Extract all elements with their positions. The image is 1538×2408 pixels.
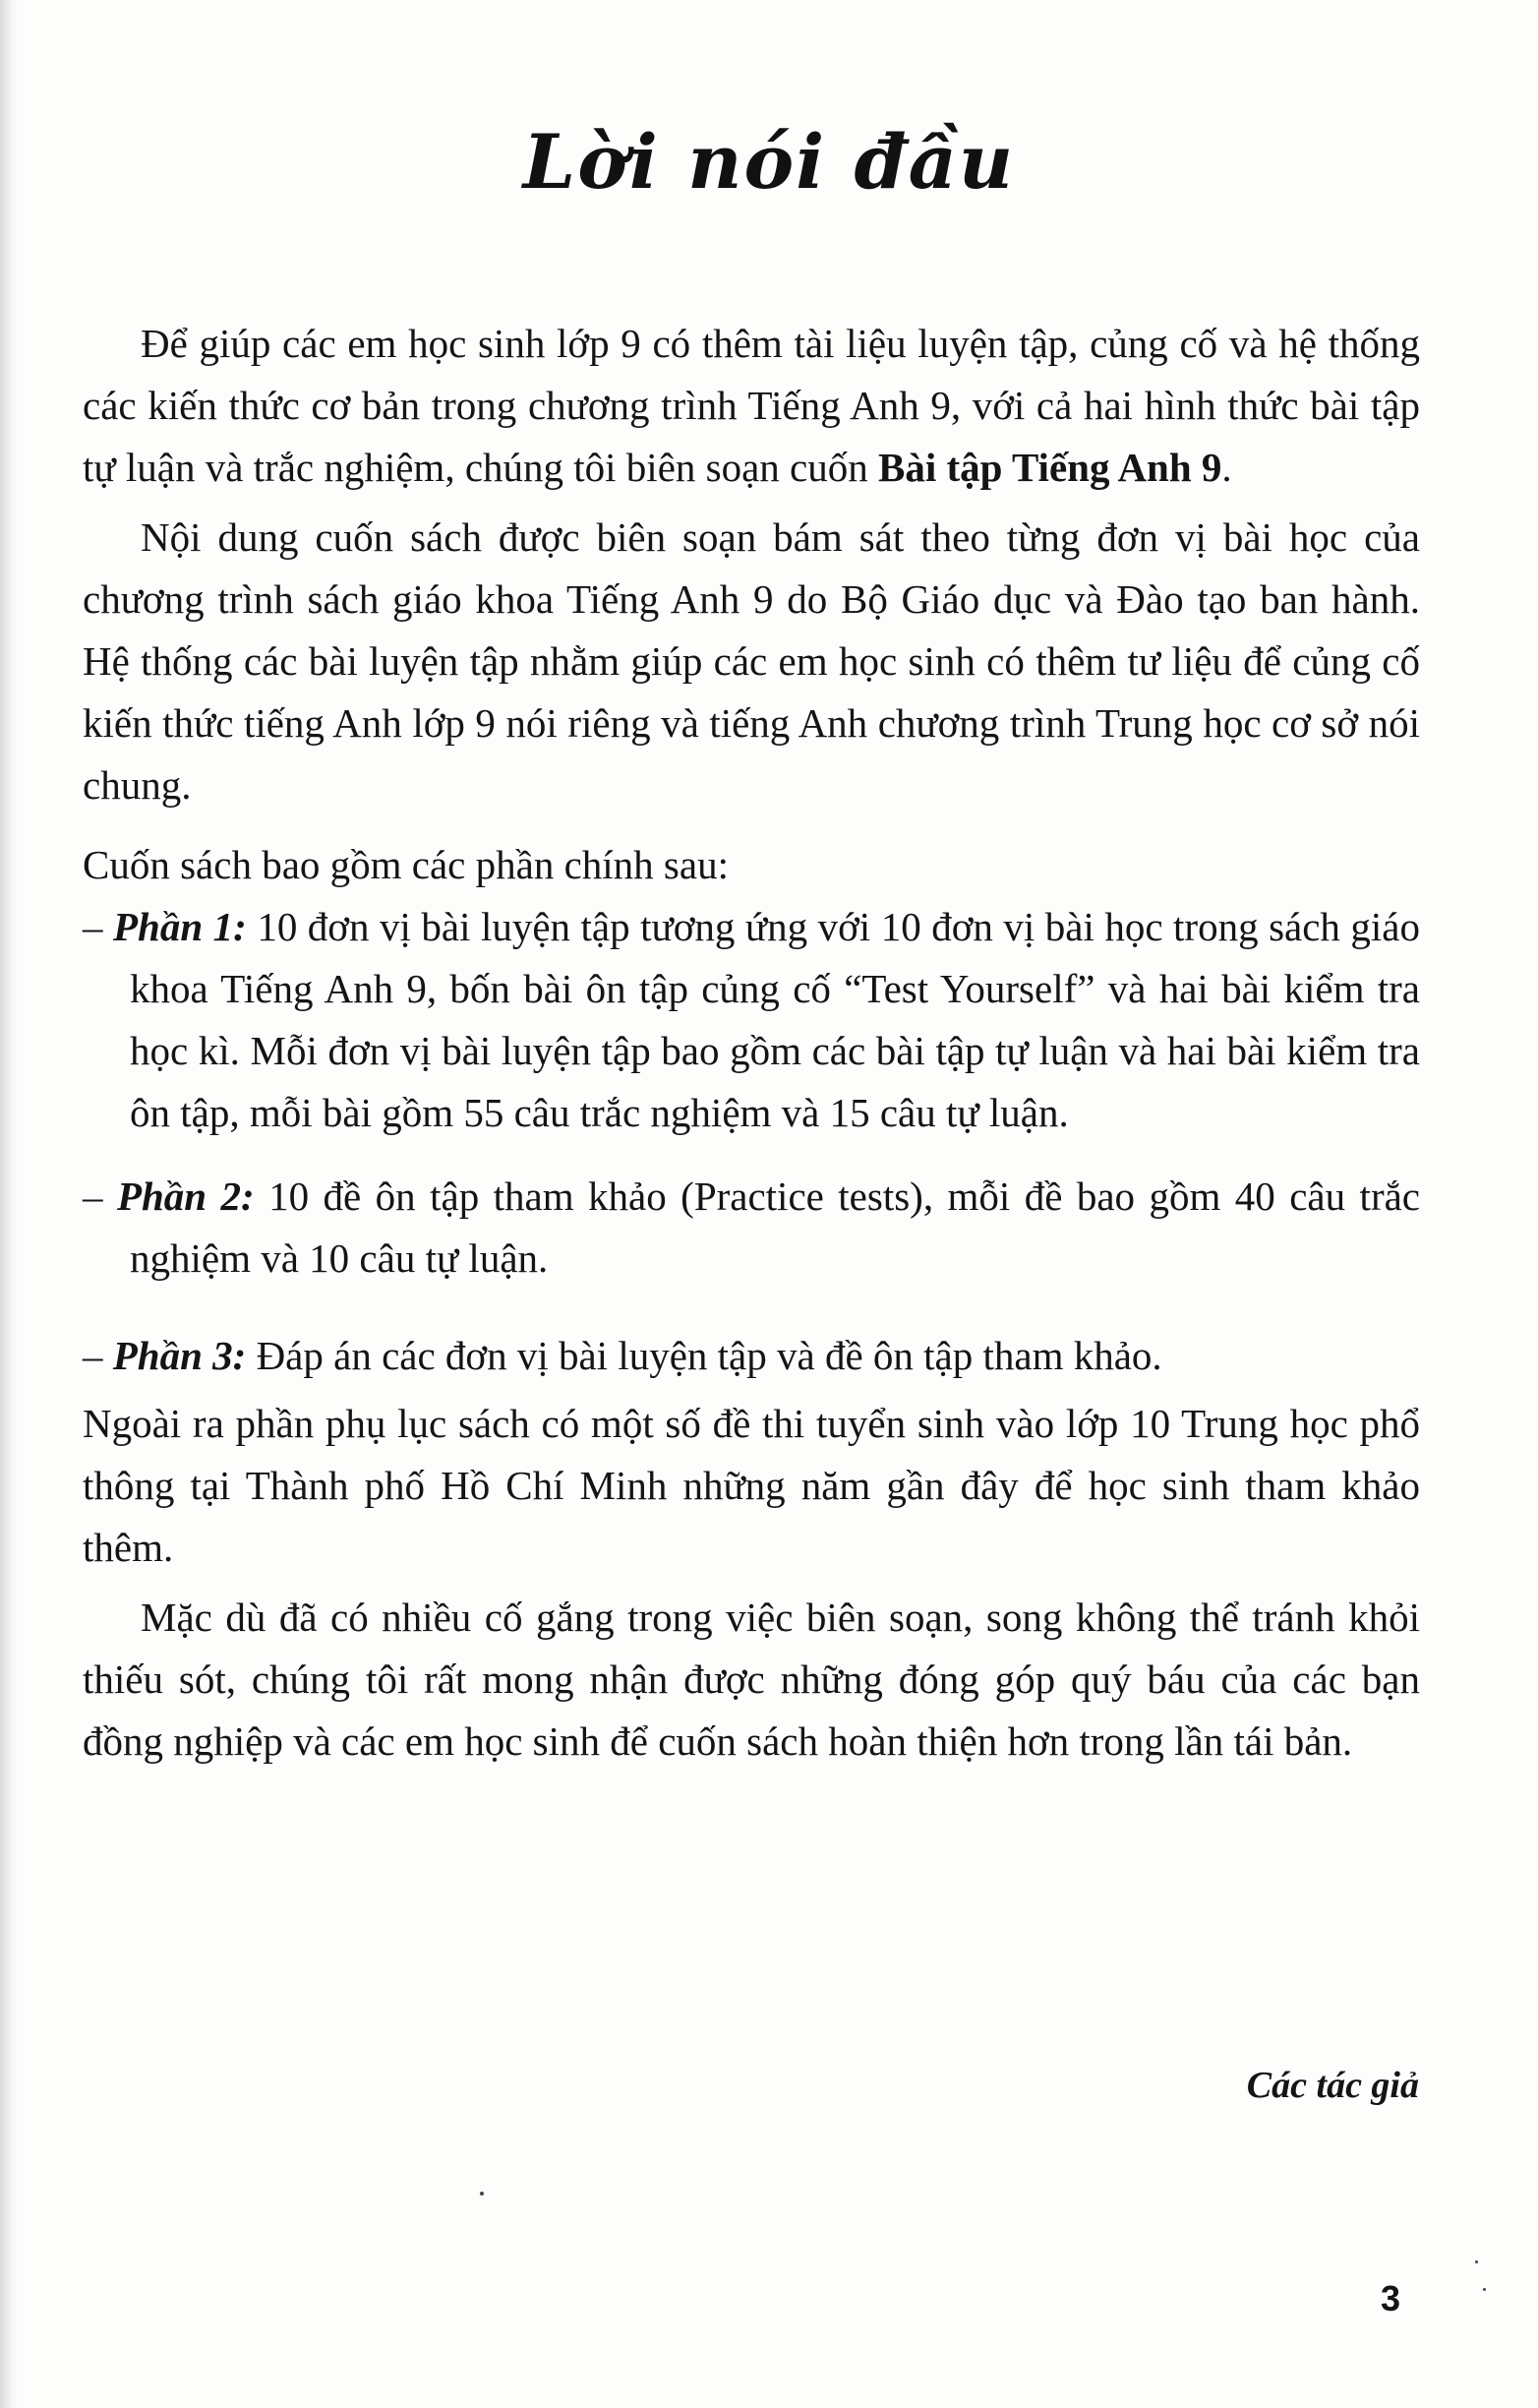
intro-paragraph [83, 313, 1420, 499]
scan-speck [480, 2192, 484, 2196]
page-title: Lời nói đầu [522, 118, 1016, 206]
content-paragraph: Nội dung cuốn sách được biên soạn bám sát theo từng đơn vị bài học của chương trình sách giáo khoa Tiếng Anh 9 do Bộ Giáo dục và Đào tạo ban hành. Hệ thống các bài luyện tập nhằm giúp các em học sinh có thêm tư liệu để củng cố kiến thức tiếng Anh lớp 9 nói riêng và tiếng Anh chương trình Trung học cơ sở nói chung. [83, 514, 1420, 808]
part-label: Phần 3: [112, 1333, 247, 1378]
part-label: Phần 1: [113, 904, 247, 949]
list-item-part-1 [83, 896, 1420, 1144]
closing-paragraph: Mặc dù đã có nhiều cố gắng trong việc biên soạn, song không thể tránh khỏi thiếu sót, chúng tôi rất mong nhận được những đóng góp quý báu của các bạn đồng nghiệp và các em học sinh để cuốn sách hoàn thiện hơn trong lần tái bản. [83, 1595, 1420, 1764]
part-label: Phần 2: [116, 1174, 255, 1219]
list-item-part-2 [83, 1166, 1420, 1290]
list-dash: – [83, 904, 103, 949]
preface-body [83, 313, 1420, 1773]
appendix-paragraph: Ngoài ra phần phụ lục sách có một số đề thi tuyển sinh vào lớp 10 Trung học phổ thông tại Thành phố Hồ Chí Minh những năm gần đây để học sinh tham khảo thêm. [83, 1401, 1420, 1570]
author-signature: Các tác giả [1246, 2065, 1419, 2106]
part-text: Đáp án các đơn vị bài luyện tập và đề ôn tập tham khảo. [256, 1333, 1162, 1378]
list-item-part-3 [83, 1325, 1420, 1387]
intro-end: . [1221, 445, 1232, 490]
page-number: 3 [1380, 2278, 1400, 2318]
part-text: 10 đề ôn tập tham khảo (Practice tests), mỗi đề bao gồm 40 câu trắc nghiệm và 10 câu tự luận. [130, 1174, 1420, 1281]
scan-speck [1475, 2260, 1478, 2263]
scan-speck [1483, 2288, 1486, 2291]
list-dash: – [83, 1333, 103, 1378]
book-title-bold: Bài tập Tiếng Anh 9 [878, 445, 1222, 490]
intro-text: Để giúp các em học sinh lớp 9 có thêm tài liệu luyện tập, củng cố và hệ thống các kiến thức cơ bản trong chương trình Tiếng Anh 9, với cả hai hình thức bài tập tự luận và trắc nghiệm, chúng tôi biên soạn cuốn [83, 321, 1420, 490]
page-edge-shadow [0, 0, 18, 2408]
part-text: 10 đơn vị bài luyện tập tương ứng với 10 đơn vị bài học trong sách giáo khoa Tiếng Anh 9, bốn bài ôn tập củng cố “Test Yourself” và hai bài kiểm tra học kì. Mỗi đơn vị bài luyện tập bao gồm các bài tập tự luận và hai bài kiểm tra ôn tập, mỗi bài gồm 55 câu trắc nghiệm và 15 câu tự luận. [130, 904, 1421, 1135]
list-dash: – [83, 1174, 103, 1219]
parts-lead: Cuốn sách bao gồm các phần chính sau: [83, 842, 729, 887]
